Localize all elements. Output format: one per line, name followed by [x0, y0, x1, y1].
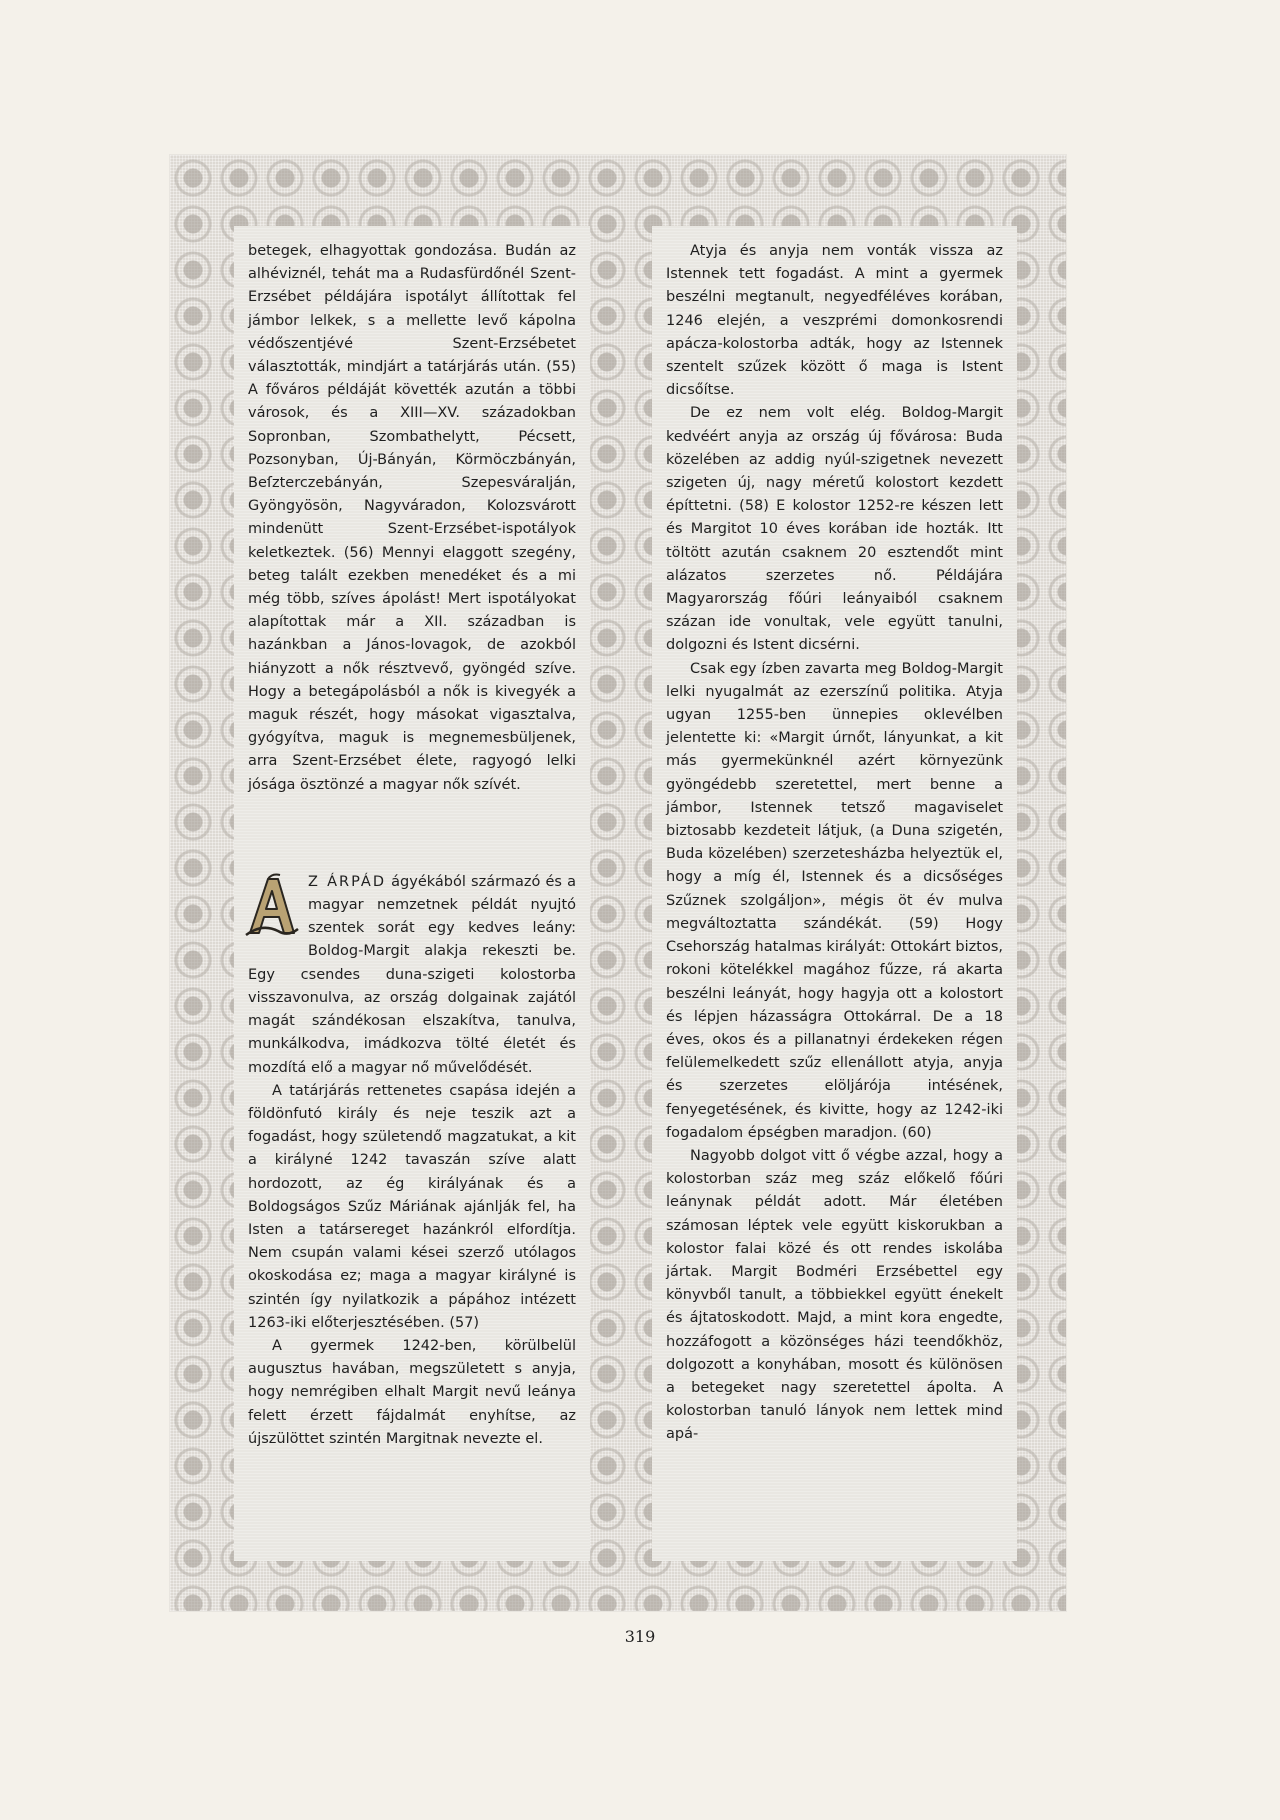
right-paragraph-1: Atyja és anyja nem vonták vissza az Istennek tett fogadást. A mint a gyermek beszélni megtanult, negyedféléves korában, 1246 elején, a veszprémi domonkosrendi apácza-kolostorba adták, hogy az Istennek szentelt szűzek között ő maga is Istent dicsőítse. — [666, 243, 1003, 399]
left-paragraph-4: A gyermek 1242-ben, körülbelül augusztus havában, megszületett s anyja, hogy nemrégiben elhalt Margit nevű leánya felett érzett fájdalmát enyhítse, az újszülöttet szintén Margitnak nevezte el. — [248, 1337, 576, 1447]
right-text-column — [652, 226, 1017, 1561]
left-paragraph-2-body: ágyékából származó és a magyar nemzetnek példát nyujtó szentek sorát egy kedves leány: Boldog-Margit alakja rekeszti be. Egy csendes duna-szigeti kolostorba visszavonulva, az ország dolgainak zajától magát szándékosan elszakítva, tanulva, munkálkodva, imádkozva tölté életét és mozdítá elő a magyar nő művelődését. — [248, 873, 577, 1076]
right-paragraph-2: De ez nem volt elég. Boldog-Margit kedvéért anyja az ország új fővárosa: Buda közelében az addig nyúl-szigetnek nevezett szigeten új, nagy méretű kolostort kezdett építtetni. (58) E kolostor 1252-re készen lett és Margitot 10 éves korában ide hozták. Itt töltött azután csaknem 20 esztendőt mint alázatos szerzetes nő. Példájára Magyarország főúri leányaiból csaknem százan ide vonultak, vele együtt tanulni, dolgozni és Istent dicsérni. — [666, 405, 1003, 654]
right-paragraph-3: Csak egy ízben zavarta meg Boldog-Margit lelki nyugalmát az ezerszínű politika. Atyja ugyan 1255-ben ünnepies oklevélben jelentette ki: «Margit úrnőt, lányunkat, a kit más gyermekünknél azért környezünk gyöngédebb szeretettel, mert benne a jámbor, Istennek tetsző magaviselet biztosabb kezdeteit látjuk, (a Duna szigetén, Buda közelében) szerzetesházba helyeztük el, hogy a míg él, Istennek és a dicsőséges Szűznek szolgáljon», mégis öt év mulva megváltoztatta szándékát. (59) Hogy Csehország hatalmas királyát: Ottokárt biztos, rokoni kötelékkel magához fűzze, rá akarta beszélni leányát, hogy hagyja ott a kolostort és lépjen házasságra Ottokárral. De a 18 éves, okos és a pillanatnyi érdekeken régen felülemelkedett szűz ellenállott atyja, anyja és szerzetes elöljárója intésének, fenyegetésének, és kivitte, hogy az 1242-iki fogadalom épségben maradjon. (60) — [666, 660, 1003, 1141]
page-number: 319 — [624, 1627, 656, 1646]
left-text-column — [234, 226, 590, 1561]
left-paragraph-3: A tatárjárás rettenetes csapása idején a földönfutó király és neje teszik azt a fogadást, hogy születendő magzatukat, a kit a királyné 1242 tavaszán szíve alatt hordozott, az ég királyának és a Boldogságos Szűz Máriának ajánlják fel, ha Isten a tatársereget hazánkról elfordítja. Nem csupán valami kései szerző utólagos okoskodása ez; maga a magyar királyné is szintén így nyilatkozik a pápához intézett 1263-iki előterjesztésében. (57) — [248, 1082, 576, 1331]
right-paragraph-4: Nagyobb dolgot vitt ő végbe azzal, hogy a kolostorban száz meg száz előkelő főúri leánynak példát adott. Már életében számosan léptek vele együtt kiskorukban a kolostor falai közé és ott rendes iskolába jártak. Margit Bodméri Erzsébettel egy könyvből tanult, a többiekkel együtt énekelt és ájtatoskodott. Majd, a mint kora engedte, hozzáfogott a közönséges házi teendőkhöz, dolgozott a konyhában, mosott és különösen a betegeket nagy szeretettel ápolta. A kolostorban tanuló lányok nem lettek mind apá- — [666, 1147, 1003, 1443]
svg-text:A: A — [270, 914, 272, 916]
left-paragraph-2 — [248, 871, 576, 1080]
left-paragraph-1: betegek, elhagyottak gondozása. Budán az alhéviznél, tehát ma a Rudasfürdőnél Szent-Erzsébet példájára ispotályt állítottak fel jámbor lelkek, s a mellette levő kápolna védőszentjévé Szent-Erzsébetet választották, mindjárt a tatárjárás után. (55) A főváros példáját követték azután a többi városok, és a XIII—XV. századokban Sopronban, Szombathelytt, Pécsett, Pozsonyban, Új-Bányán, Körmöczbányán, Beſzterczebányán, Szepesváralján, Gyöngyösön, Nagyváradon, Kolozsvárott mindenütt Szent-Erzsébet-ispotályok keletkeztek. (56) Mennyi elaggott szegény, beteg talált ezekben menedéket és a mi még több, szíves ápolást! Mert ispotályokat alapítottak már a XII. században is hazánkban a János-lovagok, de azokból hiányzott a nők résztvevő, gyöngéd szíve. Hogy a betegápolásból a nők is kivegyék a maguk részét, hogy másokat vigasztalva, gyógyítva, maguk is megnemesbüljenek, arra Szent-Erzsébet élete, ragyogó lelki jósága ösztönzé a magyar nők szívét. — [248, 243, 576, 793]
dropcap-a-icon — [242, 871, 300, 941]
chapter-lead-text: Z ÁRPÁD — [308, 873, 386, 890]
